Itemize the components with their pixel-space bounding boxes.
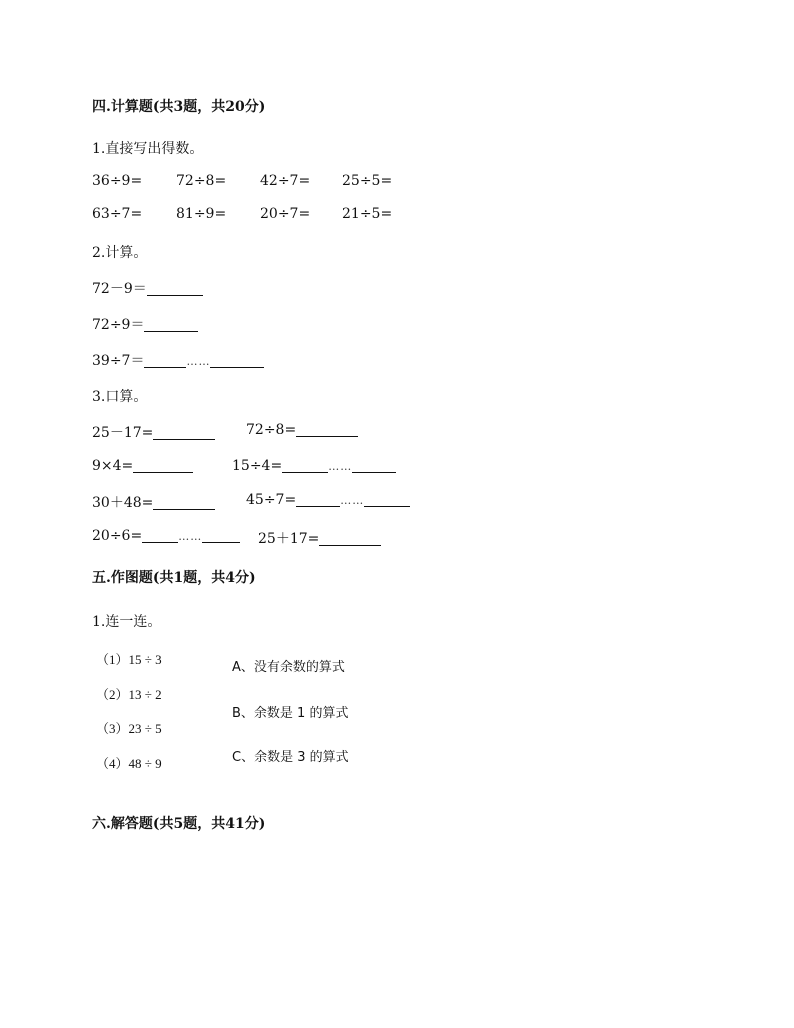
q1-r1-c3: 42÷7= (260, 173, 311, 189)
question-3-prompt: 3.口算。 (92, 389, 148, 405)
q3-item-5 (92, 492, 215, 512)
q1-r1-c1: 36÷9= (92, 173, 143, 189)
q2-item-2-text: 72÷9＝ (92, 317, 145, 333)
q2-item-1 (92, 278, 203, 298)
q3-item-7 (92, 528, 240, 544)
q2-item-1-text: 72－9＝ (92, 281, 147, 297)
q3-item-7-text: 20÷6= (92, 528, 143, 544)
q3-item-1-text: 25－17= (92, 425, 154, 441)
q3-item-3-text: 9×4= (92, 458, 134, 474)
expression-1[interactable]: （1）15 ÷ 3 (96, 652, 162, 667)
question-1-prompt: 1.连一连。 (92, 614, 162, 630)
option-a[interactable]: A、没有余数的算式 (232, 660, 345, 675)
q3-item-8-text: 25＋17= (258, 531, 320, 547)
q3-item-6-text: 45÷7= (246, 492, 297, 508)
ellipsis: …… (328, 460, 353, 473)
q2-item-3 (92, 350, 264, 370)
remainder-blank[interactable] (210, 353, 264, 368)
ellipsis: …… (186, 355, 211, 368)
answer-blank[interactable] (153, 425, 215, 440)
q1-r2-c2: 81÷9= (176, 206, 227, 222)
q3-item-2 (246, 422, 358, 438)
q1-r2-c1: 63÷7= (92, 206, 143, 222)
expression-4[interactable]: （4）48 ÷ 9 (96, 756, 162, 771)
quotient-blank[interactable] (296, 492, 340, 507)
section-5-title: 五.作图题(共1题，共4分) (92, 570, 256, 586)
answer-blank[interactable] (133, 458, 193, 473)
section-6-title: 六.解答题(共5题，共41分) (92, 816, 266, 832)
ellipsis: …… (178, 530, 203, 543)
q1-r2-c3: 20÷7= (260, 206, 311, 222)
answer-blank[interactable] (144, 317, 198, 332)
q3-item-4 (232, 458, 396, 474)
quotient-blank[interactable] (144, 353, 186, 368)
answer-blank[interactable] (319, 531, 381, 546)
option-c[interactable]: C、余数是 3 的算式 (232, 750, 349, 765)
quotient-blank[interactable] (142, 528, 178, 543)
option-b[interactable]: B、余数是 1 的算式 (232, 706, 349, 721)
question-1-prompt: 1.直接写出得数。 (92, 141, 204, 157)
q1-r2-c4: 21÷5= (342, 206, 393, 222)
q1-r1-c2: 72÷8= (176, 173, 227, 189)
q3-item-2-text: 72÷8= (246, 422, 297, 438)
q3-item-8 (258, 528, 381, 548)
q3-item-1 (92, 422, 215, 442)
q1-r1-c4: 25÷5= (342, 173, 393, 189)
q3-item-3 (92, 458, 193, 474)
q2-item-2 (92, 314, 198, 334)
ellipsis: …… (340, 494, 365, 507)
expression-2[interactable]: （2）13 ÷ 2 (96, 687, 162, 702)
remainder-blank[interactable] (202, 528, 240, 543)
q3-item-6 (246, 492, 410, 508)
remainder-blank[interactable] (364, 492, 410, 507)
q2-item-3-text: 39÷7＝ (92, 353, 145, 369)
answer-blank[interactable] (153, 495, 215, 510)
section-4-title: 四.计算题(共3题，共20分) (92, 99, 266, 115)
q3-item-4-text: 15÷4= (232, 458, 283, 474)
remainder-blank[interactable] (352, 458, 396, 473)
answer-blank[interactable] (296, 422, 358, 437)
answer-blank[interactable] (147, 281, 203, 296)
question-2-prompt: 2.计算。 (92, 245, 148, 261)
quotient-blank[interactable] (282, 458, 328, 473)
expression-3[interactable]: （3）23 ÷ 5 (96, 721, 162, 736)
q3-item-5-text: 30＋48= (92, 495, 154, 511)
